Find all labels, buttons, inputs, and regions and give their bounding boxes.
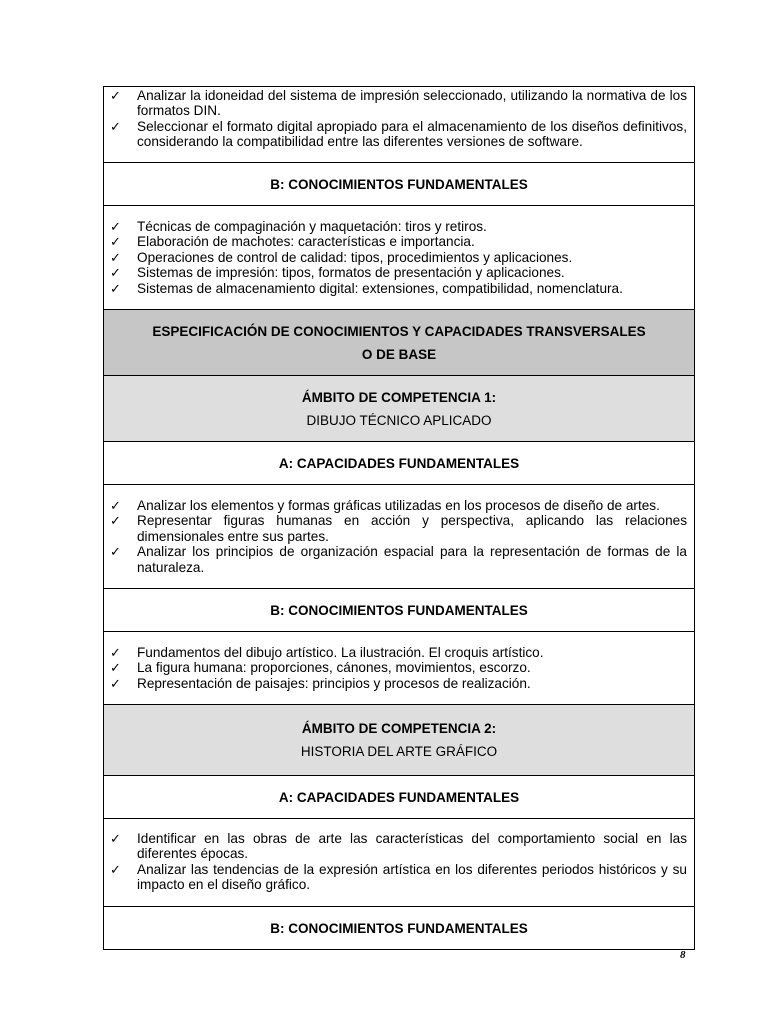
section-header-conocimientos: B: CONOCIMIENTOS FUNDAMENTALES: [104, 162, 694, 205]
section-header-capacidades: A: CAPACIDADES FUNDAMENTALES: [104, 775, 694, 818]
section-header-capacidades: A: CAPACIDADES FUNDAMENTALES: [104, 441, 694, 484]
ambito-1-header: [104, 375, 694, 441]
list-item: ✓ Identificar en las obras de arte las características del comportamiento social en las diferentes épocas.: [110, 831, 687, 862]
list-item: ✓ Sistemas de almacenamiento digital: extensiones, compatibilidad, nomenclatura.: [110, 280, 623, 296]
list-item: ✓ La figura humana: proporciones, cánones, movimientos, escorzo.: [110, 660, 531, 676]
ambito-1-title: ÁMBITO DE COMPETENCIA 1:: [301, 389, 497, 405]
spec-header: [104, 309, 694, 375]
section-header-conocimientos: B: CONOCIMIENTOS FUNDAMENTALES: [104, 588, 694, 631]
check-icon: ✓: [110, 544, 121, 560]
check-icon: ✓: [110, 234, 121, 250]
ambito-2-header: [104, 704, 694, 775]
check-icon: ✓: [110, 645, 121, 660]
list-conocimientos: [104, 205, 694, 309]
spec-title-line2: O DE BASE: [361, 346, 437, 362]
list-item: ✓ Analizar las tendencias de la expresión artística en los diferentes periodos históricos y su impacto en el diseño gráfico.: [110, 861, 687, 893]
check-icon: ✓: [110, 249, 121, 265]
ambito-2-title: ÁMBITO DE COMPETENCIA 2:: [301, 721, 497, 736]
check-icon: ✓: [110, 660, 121, 676]
check-icon: ✓: [110, 498, 121, 513]
list-item: ✓ Seleccionar el formato digital apropiado para el almacenamiento de los diseños definitivos, considerando la compatibilidad entre las diferentes versiones de software.: [110, 118, 687, 150]
list-item: ✓ Sistemas de impresión: tipos, formatos de presentación y aplicaciones.: [110, 265, 565, 281]
check-icon: ✓: [110, 118, 121, 134]
list-item: ✓ Analizar la idoneidad del sistema de impresión seleccionado, utilizando la normativa de los formatos DIN.: [110, 88, 687, 119]
check-icon: ✓: [110, 861, 121, 877]
list-capacidades-continued: [104, 87, 694, 162]
list-item: ✓ Analizar los principios de organización espacial para la representación de formas de la naturaleza.: [110, 544, 687, 575]
check-icon: ✓: [110, 219, 121, 234]
list-item: ✓ Técnicas de compaginación y maquetación: tiros y retiros.: [110, 219, 487, 234]
spec-title-line1: ESPECIFICACIÓN DE CONOCIMIENTOS Y CAPACIDADES TRANSVERSALES: [152, 323, 646, 339]
list-item: ✓ Elaboración de machotes: características e importancia.: [110, 234, 475, 250]
list-item: ✓ Operaciones de control de calidad: tipos, procedimientos y aplicaciones.: [110, 249, 573, 265]
ambito-1-name: DIBUJO TÉCNICO APLICADO: [306, 412, 492, 428]
list-item: ✓ Representación de paisajes: principios y procesos de realización.: [110, 675, 531, 691]
list-item: ✓ Fundamentos del dibujo artístico. La ilustración. El croquis artístico.: [110, 645, 544, 660]
content-table: [103, 86, 695, 950]
list-capacidades: [104, 818, 694, 906]
ambito-2-name: HISTORIA DEL ARTE GRÁFICO: [300, 744, 498, 759]
list-conocimientos: [104, 631, 694, 704]
list-item: ✓ Analizar los elementos y formas gráficas utilizadas en los procesos de diseño de artes.: [110, 498, 660, 513]
check-icon: ✓: [110, 831, 121, 846]
check-icon: ✓: [110, 265, 121, 281]
check-icon: ✓: [110, 88, 121, 103]
check-icon: ✓: [110, 513, 121, 529]
check-icon: ✓: [110, 675, 121, 691]
list-capacidades: [104, 484, 694, 588]
section-header-conocimientos: B: CONOCIMIENTOS FUNDAMENTALES: [104, 906, 694, 949]
page-number: 8: [680, 949, 686, 961]
list-item: ✓ Representar figuras humanas en acción y perspectiva, aplicando las relaciones dimensionales entre sus partes.: [110, 513, 687, 544]
check-icon: ✓: [110, 280, 121, 296]
